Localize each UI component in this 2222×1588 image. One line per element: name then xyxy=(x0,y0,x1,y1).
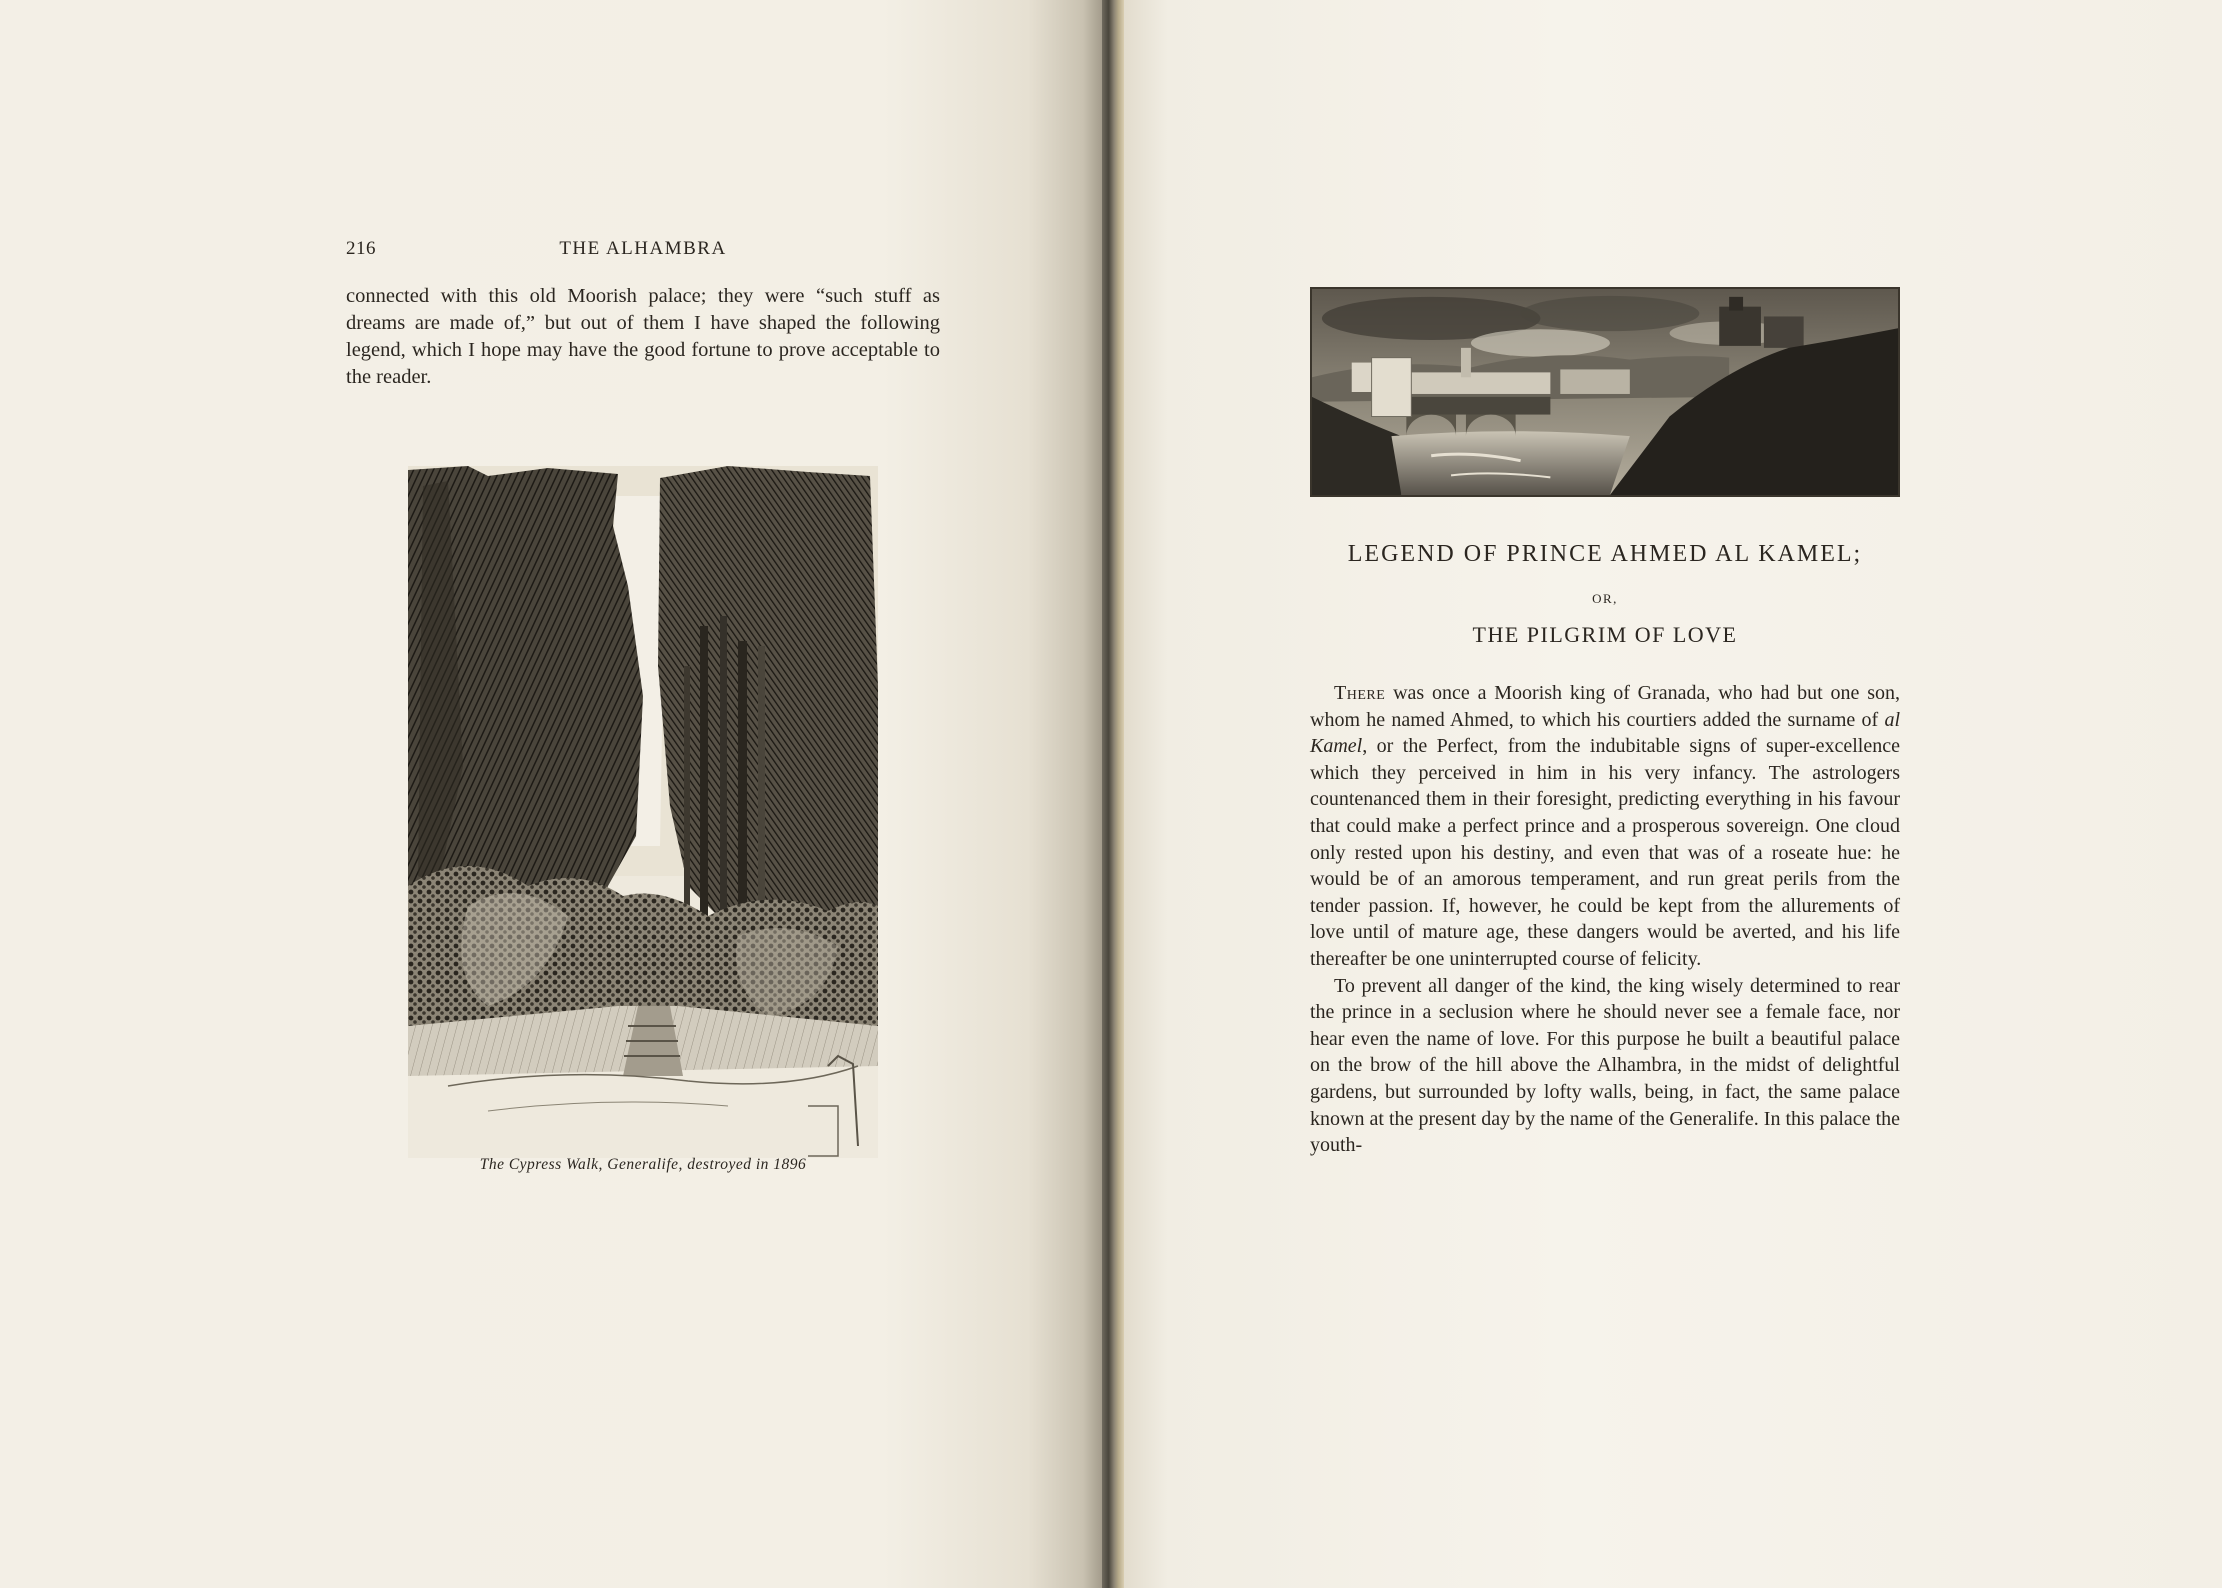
figure-caption: The Cypress Walk, Generalife, destroyed in 1896 xyxy=(479,1156,807,1173)
left-page xyxy=(0,0,1105,1588)
page-number: 216 xyxy=(346,238,376,259)
paragraph-2: To prevent all danger of the kind, the king wisely determined to rear the prince in a seclusion where he should never see a female face, nor hear even the name of love. For this purpose he built a beautiful palace on the brow of the hill above the Alhambra, in the midst of delightful gardens, but surrounded by lofty walls, being, in fact, the same palace known at the present day by the name of the Generalife. In this palace the youth- xyxy=(1310,974,1900,1157)
book-gutter xyxy=(1102,0,1124,1588)
cypress-walk-engraving xyxy=(408,466,878,1158)
paragraph-dropcap: There xyxy=(1334,682,1386,704)
paragraph-1 xyxy=(1310,680,1900,973)
chapter-title: LEGEND OF PRINCE AHMED AL KAMEL; xyxy=(1347,541,1863,567)
chapter-body xyxy=(1310,680,1900,1159)
italic-term: al Kamel xyxy=(1310,708,1900,758)
castle-bridge-illustration xyxy=(1310,287,1900,497)
castle-bridge-picture xyxy=(1312,289,1898,495)
cypress-walk-illustration xyxy=(408,466,878,1158)
running-head xyxy=(346,238,940,268)
paragraph-1-part-2: , or the Perfect, from the indubitable signs of super-excellence which they perceived in him in his very infancy. The astrologers countenanced them in their foresight, predicting everything in his favour that could make a perfect prince and a prosperous sovereign. One cloud only rested upon his destiny, and even that was of a roseate hue: he would be of an amorous temperament, and run great perils from the tender passion. If, however, he could be kept from the allurements of love until of mature age, these dangers would be averted, and his life thereafter be one uninterrupted course of felicity. xyxy=(1310,735,1900,970)
left-page-text: connected with this old Moorish palace; they were “such stuff as dreams are made of,” but out of them I have shaped the following legend, which I hope may have the good fortune to prove acceptable to the reader. xyxy=(346,285,940,388)
running-title: THE ALHAMBRA xyxy=(559,238,727,259)
chapter-or-line: OR, xyxy=(1592,591,1618,606)
chapter-subtitle: THE PILGRIM OF LOVE xyxy=(1472,622,1738,647)
paragraph-1-part-1: was once a Moorish king of Granada, who had but one son, whom he named Ahmed, to which his courtiers added the surname of xyxy=(1310,682,1900,731)
